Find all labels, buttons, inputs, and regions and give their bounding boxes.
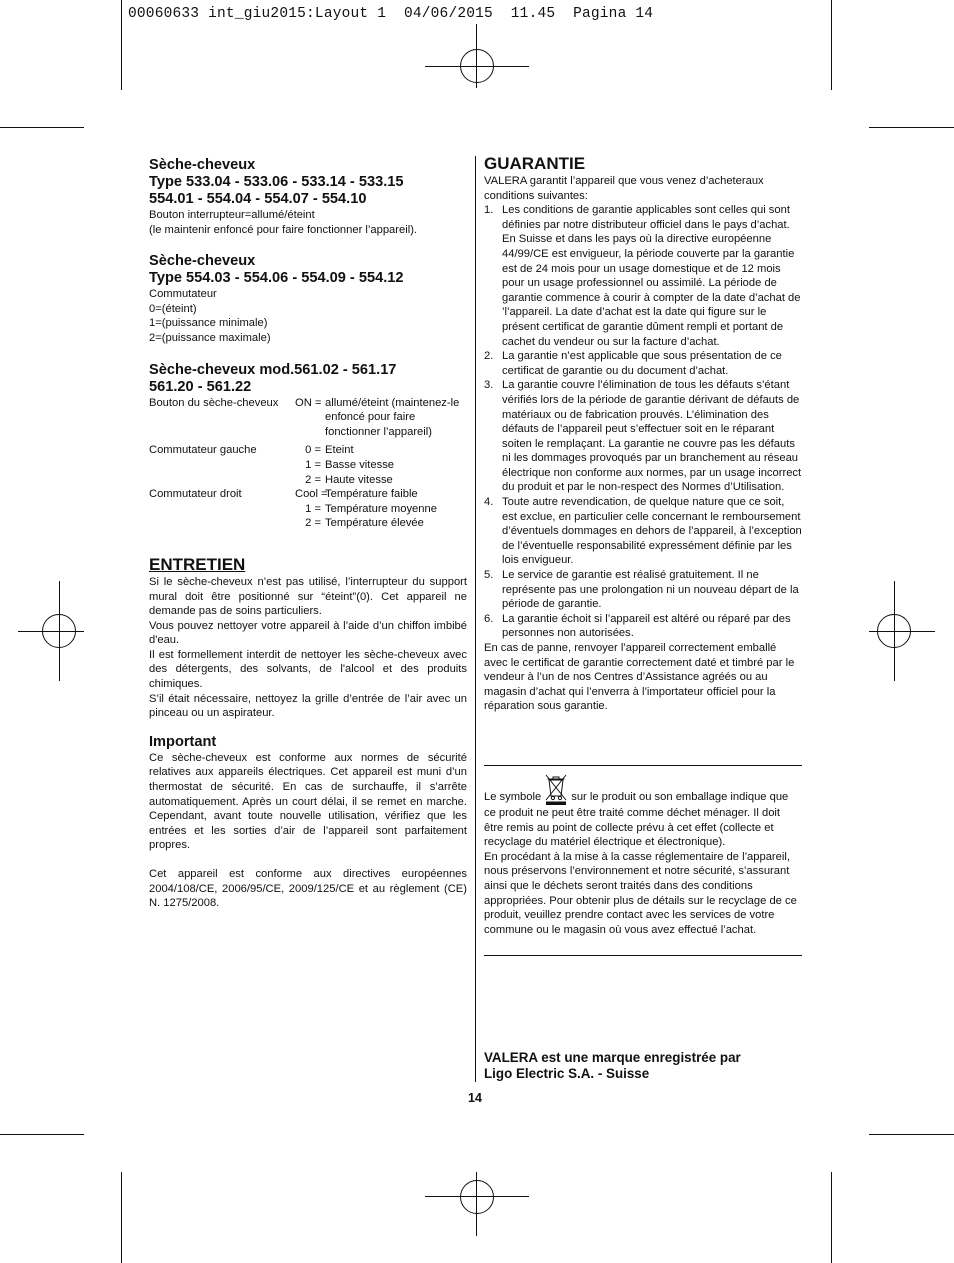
setting-key: 2 =	[305, 473, 321, 486]
item-number: 6.	[484, 612, 494, 625]
setting-key: ON =	[295, 396, 322, 409]
model-instruction: (le maintenir enfoncé pour faire fonctionner l’appareil).	[149, 223, 418, 236]
weee-text-before: Le symbole	[484, 791, 542, 803]
crop-mark-bottom-right-v	[831, 1172, 832, 1263]
model-instruction: Commutateur	[149, 288, 217, 301]
crop-mark-top-right-h	[869, 127, 954, 128]
right-column	[484, 154, 802, 714]
important-section	[149, 733, 467, 911]
model-title: Sèche-cheveux	[149, 157, 256, 173]
page-number: 14	[468, 1091, 482, 1105]
item-number: 2.	[484, 350, 494, 363]
item-text: Le service de garantie est réalisé gratuitement. Il ne représente pas une prolongation ni un nouveau départ de la période de garantie.	[502, 569, 799, 611]
guarantee-condition-item	[484, 349, 802, 378]
item-number: 4.	[484, 496, 494, 509]
model-type-line: Type 554.03 - 554.06 - 554.09 - 554.12	[149, 270, 404, 287]
divider	[484, 765, 802, 766]
guarantee-condition-item	[484, 495, 802, 568]
paragraph: Si le sèche-cheveux n’est pas utilisé, l’interrupteur du support mural doit être positionné sur “éteint”(0). Cet appareil ne demande pas de soins particuliers.	[149, 575, 467, 618]
paragraph: Il est formellement interdit de nettoyer les sèche-cheveux avec des détergents, des solvants, de l'alcool et des produits chimiques.	[149, 648, 467, 691]
setting-value: Eteint	[325, 444, 354, 457]
setting-key: Cool =	[295, 488, 328, 501]
model-title: Sèche-cheveux mod.561.02 - 561.17	[149, 361, 397, 378]
crop-mark-bottom-left-h	[0, 1134, 84, 1135]
model-type-line: 554.01 - 554.04 - 554.07 - 554.10	[149, 191, 367, 207]
setting-key: 1 =	[305, 502, 321, 515]
item-number: 5.	[484, 569, 494, 582]
guarantee-condition-item	[484, 378, 802, 495]
setting-value: allumé/éteint (maintenez-le enfoncé pour faire fonctionner l’appareil)	[325, 396, 460, 438]
registration-mark-left-circle	[42, 614, 76, 648]
model-instruction: 0=(éteint)	[149, 302, 197, 315]
crop-mark-top-right-v	[831, 0, 832, 90]
setting-value: Température moyenne	[325, 502, 437, 515]
brand-line: Ligo Electric S.A. - Suisse	[484, 1066, 650, 1081]
setting-label: Commutateur gauche	[149, 444, 257, 457]
model-instruction: Bouton interrupteur=allumé/éteint	[149, 209, 315, 221]
weee-text-after: sur le produit ou son emballage indique que ce produit ne peut être traité comme déchet ménager. Il doit être remis au point de collecte prévu à cet effet (collecte et recyclage du matériel électrique et électronique).	[484, 791, 789, 849]
guarantee-condition-item	[484, 203, 802, 349]
model-instruction: 2=(puissance maximale)	[149, 331, 271, 344]
brand-line: VALERA est une marque enregistrée par	[484, 1050, 741, 1065]
subsection-heading: Important	[149, 733, 217, 750]
item-text: La garantie n’est applicable que sous présentation de ce certificat de garantie ou du document d’achat.	[502, 350, 782, 377]
settings-table	[149, 396, 467, 531]
weee-section	[484, 772, 802, 937]
crop-mark-top-left-v	[121, 0, 122, 90]
registration-mark-right-circle	[877, 614, 911, 648]
item-number: 1.	[484, 204, 494, 217]
setting-value: Température élevée	[325, 517, 424, 530]
registration-mark-top-circle	[460, 49, 494, 83]
column-divider	[475, 156, 476, 1082]
setting-value: Basse vitesse	[325, 458, 395, 471]
entretien-section	[149, 555, 467, 721]
model-type-line: Type 533.04 - 533.06 - 533.14 - 533.15	[149, 174, 404, 190]
paragraph: VALERA garantit l’appareil que vous venez d’acheteraux conditions suivantes:	[484, 175, 764, 202]
item-text: La garantie échoit si l’appareil est altéré ou réparé par des personnes non autorisées.	[502, 612, 791, 640]
paragraph: Ce sèche-cheveux est conforme aux normes de sécurité relatives aux appareils électriques. Cet appareil est muni d’un thermostat de sécurité. En cas de surchauffe, il s’arrête automatiquement. Après un court délai, il se remet en marche. Cependant, avant toute nouvelle utilisation, vérifiez que les entrées et les sorties d’air de l’appareil sont parfaitement propres.	[149, 751, 467, 852]
crop-mark-bottom-right-h	[869, 1134, 954, 1135]
setting-value: Haute vitesse	[325, 473, 393, 486]
paragraph: Vous pouvez nettoyer votre appareil à l’aide d’un chiffon imbibé d'eau.	[149, 619, 467, 647]
setting-key: 1 =	[305, 458, 321, 471]
item-text: Toute autre revendication, de quelque nature que ce soit, est exclue, en particulier celle concernant le remboursement d’éventuels dommages en dehors de l’appareil, à l’exception de l’éventuelle responsabilité expressément définie par les lois envigueur.	[502, 496, 802, 567]
paragraph	[484, 772, 802, 850]
model-title: Sèche-cheveux	[149, 253, 256, 270]
brand-footer	[484, 1050, 802, 1082]
item-text: La garantie couvre l’élimination de tous les défauts s’étant vérifiés lors de la période de garantie dérivant de défauts de matériaux ou de fabrication prouvés. L’élimination des défauts de l’appareil peut s’effectuer soit en le réparant soiten le remplaçant. La garantie ne couvre pas les défauts ni les dommages provoqués par un branchement au réseau électrique non conforme aux normes, par un usage incorrect du produit et par le non-respect des Normes d’Utilisation.	[502, 379, 802, 494]
model-block-2	[149, 253, 467, 345]
item-text: Les conditions de garantie applicables sont celles qui sont définies par notre distributeur officiel dans le pays d’achat. En Suisse et dans les pays où la directive européenne 44/99/CE est envigueur, la période couverte par la garantie est de 24 mois pour un usage domestique et de 12 mois pour un usage professionnel ou assimilé. La période de garantie commence à courir à compter de la date d’achat de ’l’appareil. La date d’achat est la date qui figure sur le présent certificat de garantie dûment rempli et portant de cachet du vendeur ou sur la facture d’achat.	[502, 204, 801, 348]
setting-value: Température faible	[325, 488, 418, 501]
section-heading: ENTRETIEN	[149, 554, 246, 574]
registration-mark-bottom-circle	[460, 1180, 494, 1214]
left-column	[149, 157, 467, 911]
crop-mark-bottom-left-v	[121, 1172, 122, 1263]
crop-mark-top-left-h	[0, 127, 84, 128]
paragraph: Cet appareil est conforme aux directives européennes 2004/108/CE, 2006/95/CE, 2009/125/CE et au règlement (CE) N. 1275/2008.	[149, 868, 467, 910]
model-type-line: 561.20 - 561.22	[149, 378, 252, 395]
divider	[484, 955, 802, 956]
model-block-1	[149, 157, 467, 237]
setting-label: Commutateur droit	[149, 488, 242, 501]
guarantee-condition-item	[484, 568, 802, 612]
model-instruction: 1=(puissance minimale)	[149, 317, 268, 330]
guarantee-condition-item	[484, 612, 802, 641]
item-number: 3.	[484, 379, 494, 392]
paragraph: En cas de panne, renvoyer l’appareil correctement emballé avec le certificat de garantie correctement daté et timbré par le vendeur à l’un de nos Centres d’Assistance agréés ou au magasin d’achat qui l’enverra à l’importateur officiel pour la réparation sous garantie.	[484, 642, 795, 713]
print-slug: 00060633 int_giu2015:Layout 1 04/06/2015 11.45 Pagina 14	[128, 6, 654, 22]
section-heading: GUARANTIE	[484, 154, 586, 173]
paragraph: En procédant à la mise à la casse réglementaire de l’appareil, nous préservons l’environnement et notre sécurité, s’assurant ainsi que le déchets seront traités dans des conditions appropriées. Pour obtenir plus de détails sur le recyclage de ce produit, veuillez prendre contact avec les services de votre commune ou le magasin où vous avez effectué l’achat.	[484, 850, 797, 936]
setting-label: Bouton du sèche-cheveux	[149, 396, 279, 409]
model-block-3	[149, 362, 467, 531]
guarantee-conditions-list	[484, 203, 802, 641]
paragraph: S’il était nécessaire, nettoyez la grille d’entrée de l’air avec un pinceau ou un aspirateur.	[149, 692, 467, 720]
weee-bin-icon	[543, 772, 569, 806]
setting-key: 0 =	[305, 444, 321, 457]
setting-key: 2 =	[305, 517, 321, 530]
